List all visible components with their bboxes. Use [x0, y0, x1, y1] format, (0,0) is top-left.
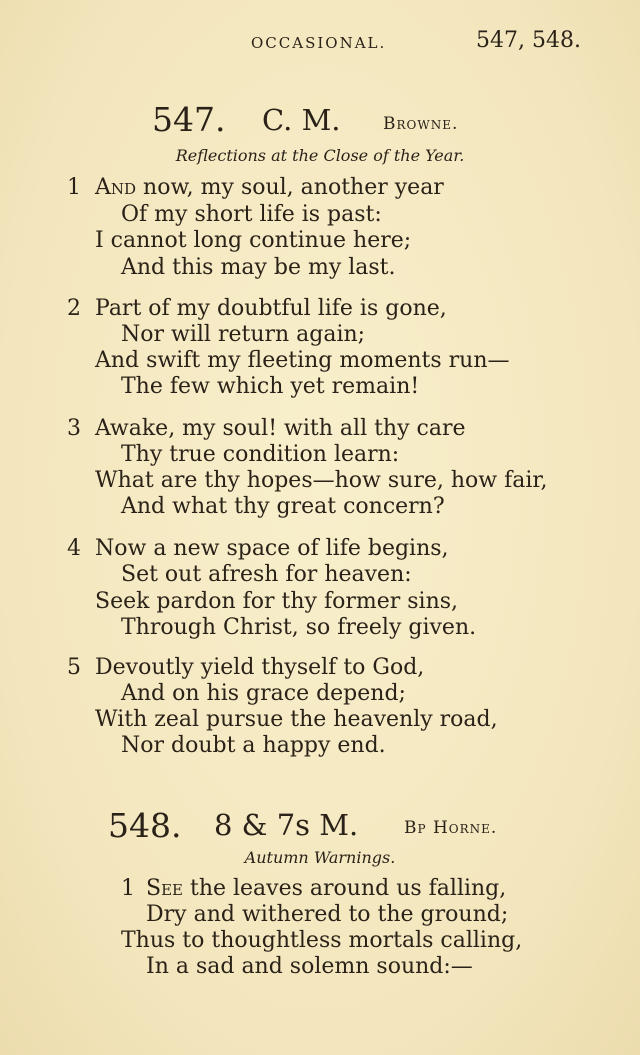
verse-line: Awake, my soul! with all thy care — [95, 416, 466, 441]
running-head — [0, 28, 640, 58]
verse-line: Nor will return again; — [121, 322, 366, 347]
verse-line: Thus to thoughtless mortals calling, — [121, 928, 523, 953]
verse-line: And on his grace depend; — [121, 681, 406, 706]
hymn-title: Reflections at the Close of the Year. — [175, 146, 465, 165]
page-numbers: 547, 548. — [476, 28, 581, 53]
verse-line: With zeal pursue the heavenly road, — [95, 707, 498, 732]
hymn-number: 548. — [108, 806, 182, 845]
verse-line — [95, 175, 444, 201]
verse-line: Nor doubt a happy end. — [121, 733, 386, 758]
verse-line: And swift my fleeting moments run— — [95, 348, 510, 373]
verse-number: 1 — [67, 175, 81, 200]
verse-line: Of my short life is past: — [121, 202, 382, 227]
verse-line: Dry and withered to the ground; — [146, 902, 509, 927]
verse-number: 2 — [67, 296, 81, 321]
verse-line: I cannot long continue here; — [95, 228, 412, 253]
verse-line — [146, 876, 506, 902]
verse-line: Set out afresh for heaven: — [121, 562, 412, 587]
hymn-author: Browne. — [383, 114, 459, 134]
verse-line-text: now, my soul, another year — [136, 175, 444, 200]
verse-number: 5 — [67, 655, 81, 680]
hymn-547-header — [0, 100, 640, 140]
verse-first-word: And — [95, 175, 137, 200]
hymn-author: Bp Horne. — [404, 818, 498, 838]
verse-line: Through Christ, so freely given. — [121, 615, 477, 640]
verse-number: 3 — [67, 416, 81, 441]
verse-line: Now a new space of life begins, — [95, 536, 449, 561]
verse-line: Thy true condition learn: — [121, 442, 400, 467]
verse-line: And what thy great concern? — [121, 494, 445, 519]
verse-first-word: See — [146, 876, 183, 901]
verse-line: Seek pardon for thy former sins, — [95, 589, 459, 614]
verse-line: What are thy hopes—how sure, how fair, — [95, 468, 548, 493]
hymn-meter: 8 & 7s M. — [214, 808, 359, 842]
hymn-number: 547. — [152, 100, 226, 139]
verse-line: Part of my doubtful life is gone, — [95, 296, 447, 321]
verse-line-text: the leaves around us falling, — [182, 876, 507, 901]
verse-number: 4 — [67, 536, 81, 561]
verse-number: 1 — [121, 876, 135, 901]
hymn-meter: C. M. — [262, 103, 341, 137]
verse-line: In a sad and solemn sound:— — [146, 954, 473, 979]
hymn-title: Autumn Warnings. — [244, 848, 396, 867]
verse-line: And this may be my last. — [121, 255, 396, 280]
hymn-548-header — [0, 806, 640, 846]
verse-line: Devoutly yield thyself to God, — [95, 655, 425, 680]
verse-line: The few which yet remain! — [121, 374, 420, 399]
section-name: OCCASIONAL. — [251, 34, 387, 52]
